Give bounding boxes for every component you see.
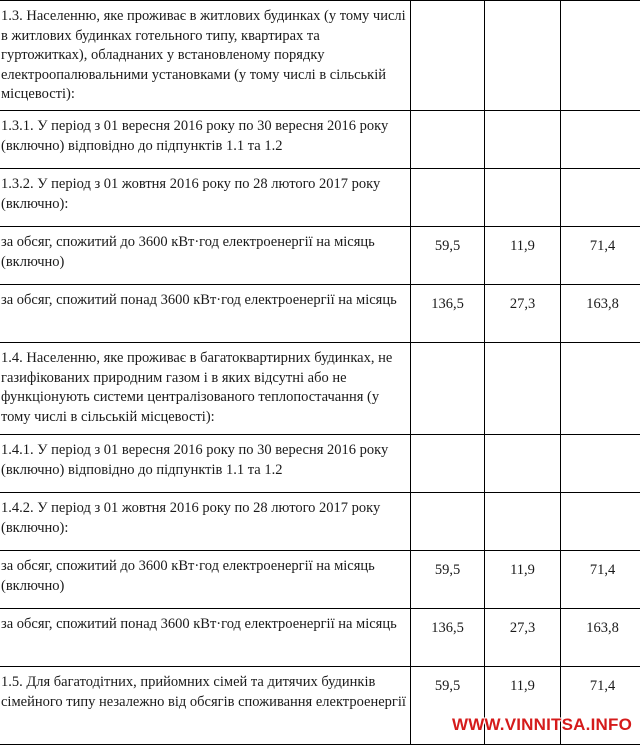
value-cell <box>411 169 485 227</box>
site-watermark: WWW.VINNITSA.INFO <box>452 715 632 735</box>
row-description: 1.4.2. У період з 01 жовтня 2016 року по 28 лютого 2017 року (включно): <box>0 493 411 551</box>
value-cell: 136,5 <box>411 609 485 667</box>
table-row <box>0 169 640 227</box>
row-description: 1.3.1. У період з 01 вересня 2016 року по 30 вересня 2016 року (включно) відповідно до підпунктів 1.1 та 1.2 <box>0 111 411 169</box>
table-row <box>0 609 640 667</box>
value-cell: 71,4 <box>561 667 640 745</box>
value-cell <box>561 1 640 111</box>
value-cell: 163,8 <box>561 609 640 667</box>
table-row <box>0 227 640 285</box>
row-description: за обсяг, спожитий понад 3600 кВт·год електроенергії на місяць <box>0 609 411 667</box>
table-row <box>0 343 640 435</box>
row-description: 1.3. Населенню, яке проживає в житлових будинках (у тому числі в житлових будинках готельного типу, квартирах та гуртожитках), обладнаних у встановленому порядку електроопалювальними установками (у тому числі в сільській місцевості): <box>0 1 411 111</box>
value-cell: 71,4 <box>561 227 640 285</box>
row-description: 1.4.1. У період з 01 вересня 2016 року по 30 вересня 2016 року (включно) відповідно до підпунктів 1.1 та 1.2 <box>0 435 411 493</box>
value-cell <box>411 493 485 551</box>
value-cell: 59,5 <box>411 227 485 285</box>
table-row <box>0 285 640 343</box>
value-cell: 163,8 <box>561 285 640 343</box>
value-cell <box>561 111 640 169</box>
value-cell <box>485 1 561 111</box>
value-cell: 11,9 <box>485 667 561 745</box>
value-cell: 59,5 <box>411 551 485 609</box>
value-cell: 136,5 <box>411 285 485 343</box>
value-cell <box>561 343 640 435</box>
value-cell: 71,4 <box>561 551 640 609</box>
row-description: 1.5. Для багатодітних, прийомних сімей та дитячих будинків сімейного типу незалежно від обсягів споживання електроенергії <box>0 667 411 745</box>
table-row <box>0 1 640 111</box>
value-cell <box>485 435 561 493</box>
value-cell <box>411 435 485 493</box>
table-row <box>0 551 640 609</box>
value-cell: 27,3 <box>485 285 561 343</box>
row-description: за обсяг, спожитий до 3600 кВт·год електроенергії на місяць (включно) <box>0 551 411 609</box>
value-cell <box>485 169 561 227</box>
value-cell <box>411 1 485 111</box>
table-row <box>0 435 640 493</box>
value-cell <box>561 435 640 493</box>
row-description: 1.4. Населенню, яке проживає в багатоквартирних будинках, не газифікованих природним газом і в яких відсутні або не функціонують системи централізованого теплопостачання (у тому числі в сільській місцевості): <box>0 343 411 435</box>
value-cell: 11,9 <box>485 551 561 609</box>
table-row <box>0 493 640 551</box>
value-cell: 27,3 <box>485 609 561 667</box>
value-cell: 59,5 <box>411 667 485 745</box>
table-row <box>0 111 640 169</box>
value-cell <box>411 111 485 169</box>
row-description: 1.3.2. У період з 01 жовтня 2016 року по 28 лютого 2017 року (включно): <box>0 169 411 227</box>
value-cell <box>485 111 561 169</box>
row-description: за обсяг, спожитий до 3600 кВт·год електроенергії на місяць (включно) <box>0 227 411 285</box>
value-cell <box>411 343 485 435</box>
value-cell <box>485 493 561 551</box>
value-cell <box>485 343 561 435</box>
row-description: за обсяг, спожитий понад 3600 кВт·год електроенергії на місяць <box>0 285 411 343</box>
value-cell <box>561 169 640 227</box>
value-cell: 11,9 <box>485 227 561 285</box>
value-cell <box>561 493 640 551</box>
